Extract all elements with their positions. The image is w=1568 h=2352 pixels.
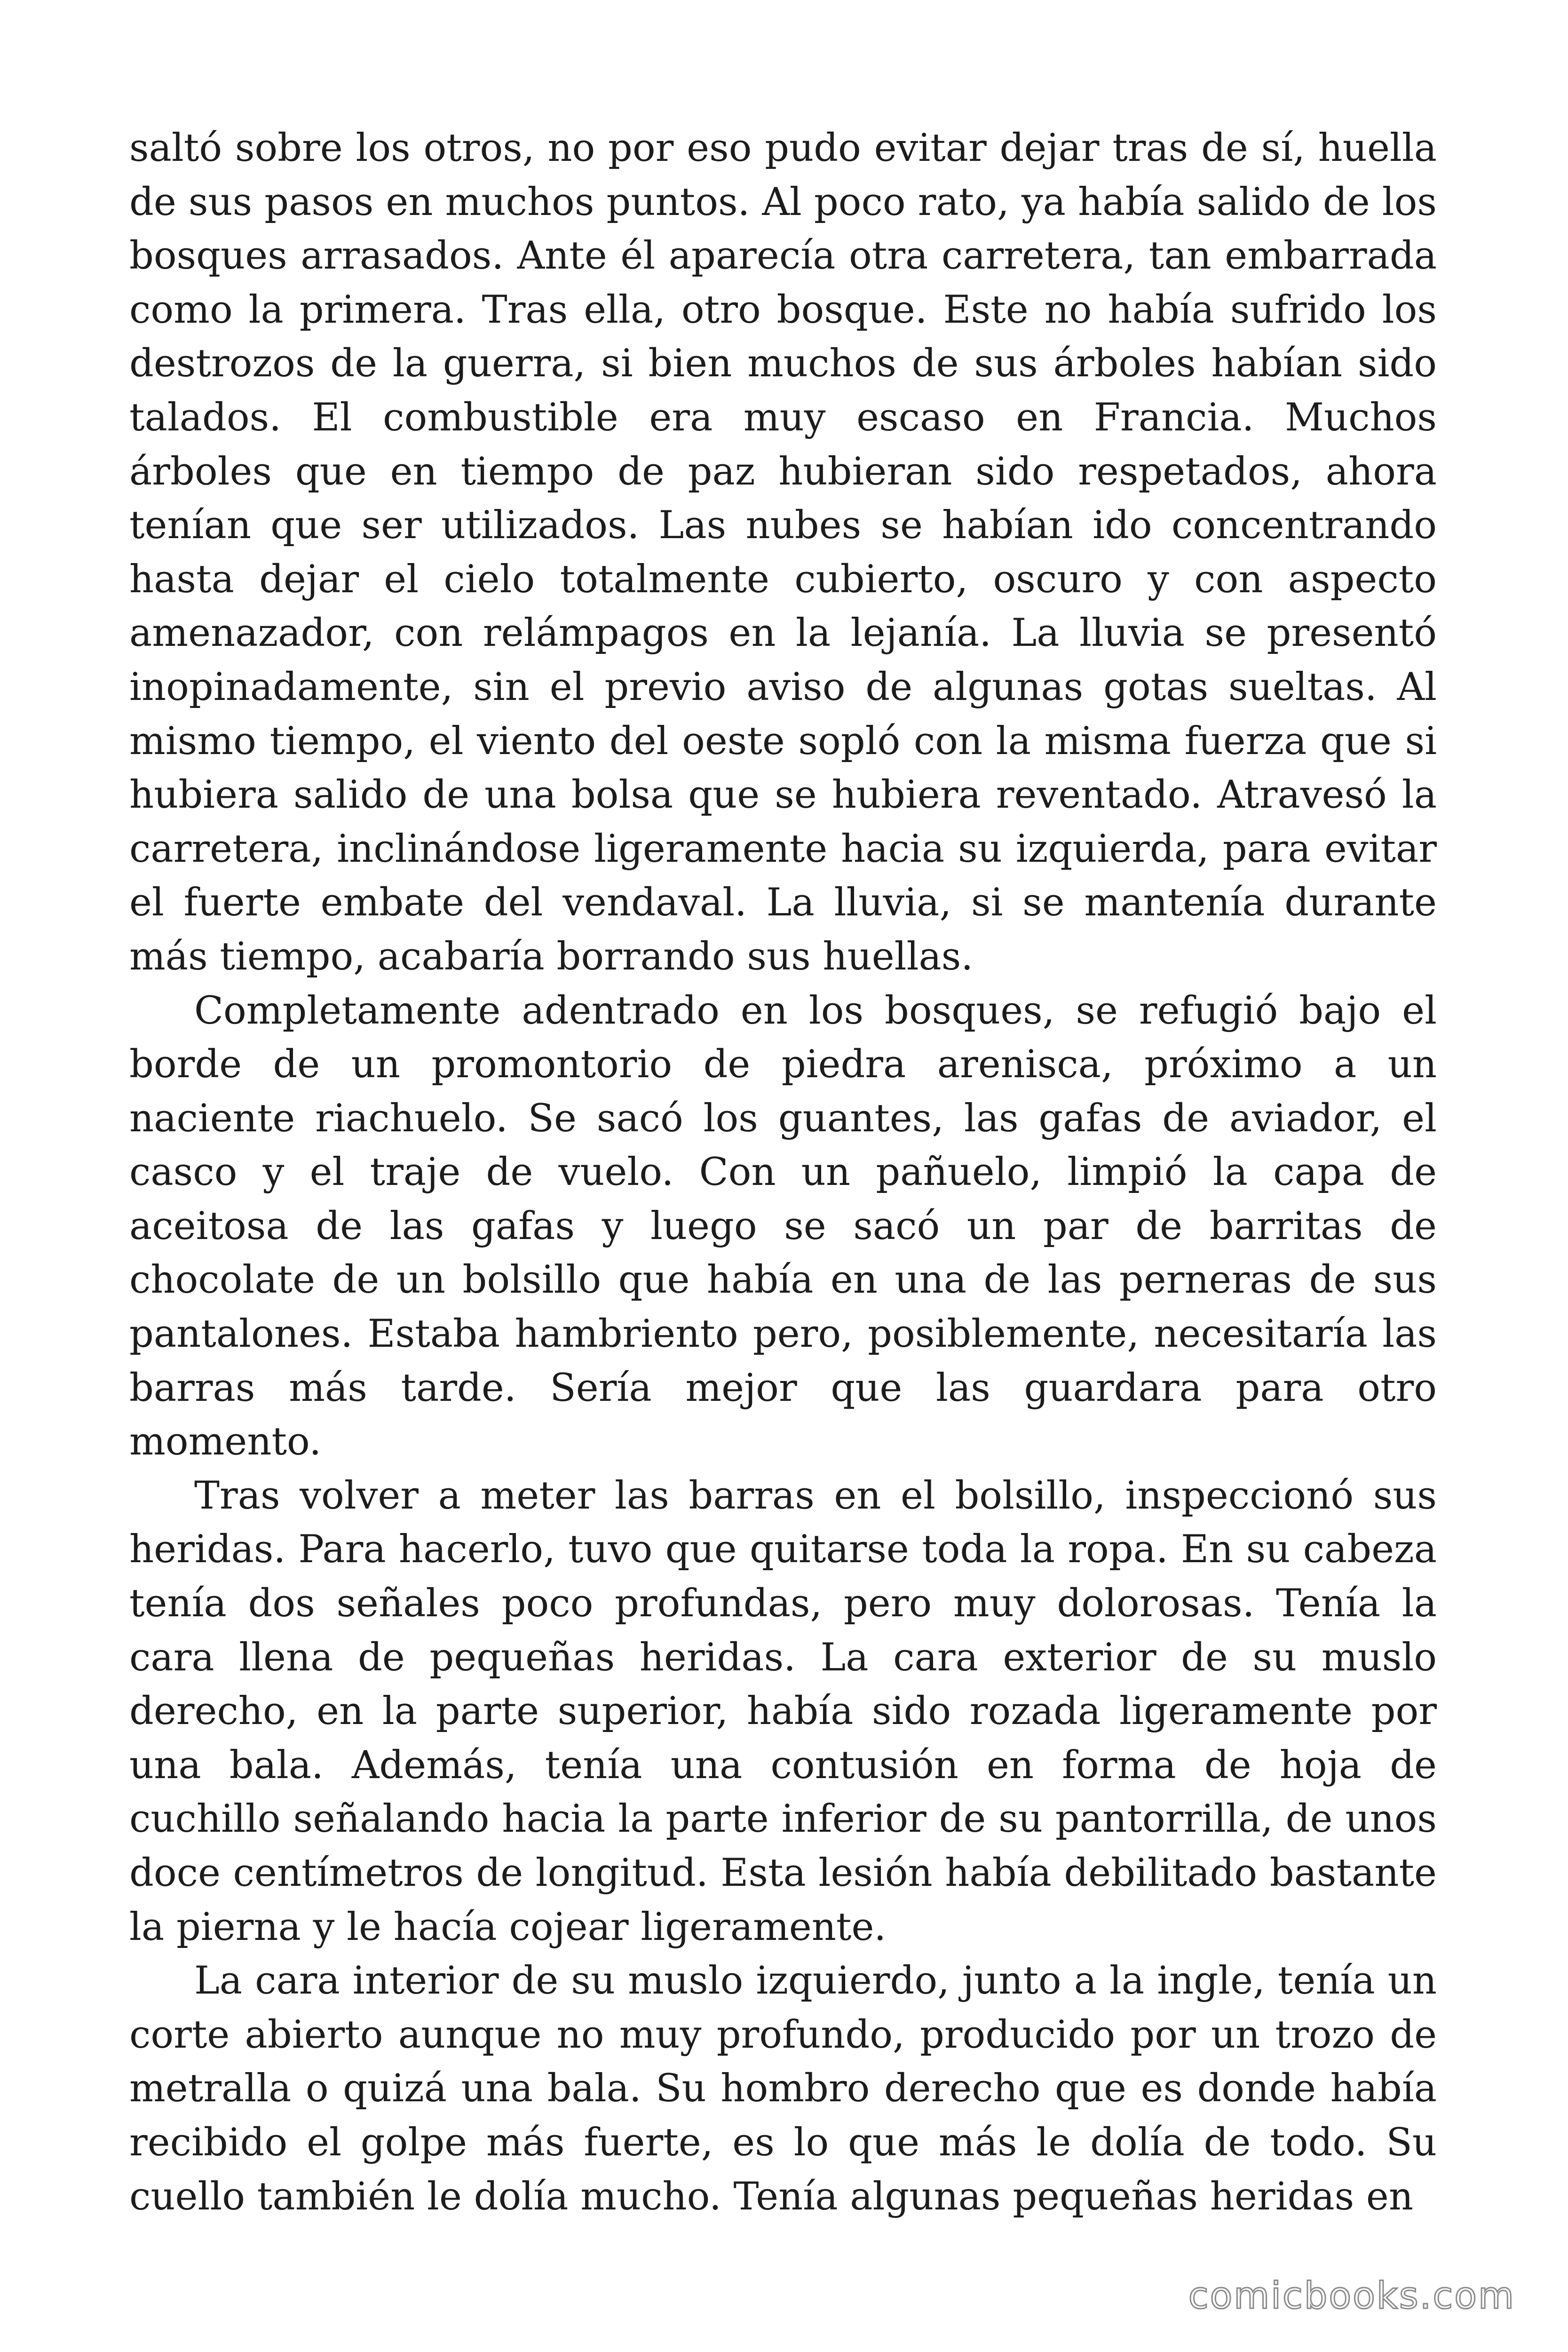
paragraph-1: saltó sobre los otros, no por eso pudo evitar dejar tras de sí, huella de sus pasos en muchos puntos. Al poco rato, ya había salido de los bosques arrasados. Ante él aparecía otra carretera, tan embarrada como la primera. Tras ella, otro bosque. Este no había sufrido los destrozos de la guerra, si bien muchos de sus árboles habían sido talados. El combustible era muy escaso en Francia. Muchos árboles que en tiempo de paz hubieran sido respetados, ahora tenían que ser utilizados. Las nubes se habían ido concentrando hasta dejar el cielo totalmente cubierto, oscuro y con aspecto amenazador, con relámpagos en la lejanía. La lluvia se presentó inopinadamente, sin el previo aviso de algunas gotas sueltas. Al mismo tiempo, el viento del oeste sopló con la misma fuerza que si hubiera salido de una bolsa que se hubiera reventado. Atravesó la carretera, inclinándose ligeramente hacia su izquierda, para evitar el fuerte embate del vendaval. La lluvia, si se mantenía durante más tiempo, acabaría borrando sus huellas. <box>129 126 1437 979</box>
paragraph-4: La cara interior de su muslo izquierdo, junto a la ingle, tenía un corte abierto aunque no muy profundo, producido por un trozo de metralla o quizá una bala. Su hombro derecho que es donde había recibido el golpe más fuerte, es lo que más le dolía de todo. Su cuello también le dolía mucho. Tenía algunas pequeñas heridas en <box>129 1959 1437 2219</box>
paragraph-3: Tras volver a meter las barras en el bolsillo, inspeccionó sus heridas. Para hacerlo, tuvo que quitarse toda la ropa. En su cabeza tenía dos señales poco profundas, pero muy dolorosas. Tenía la cara llena de pequeñas heridas. La cara exterior de su muslo derecho, en la parte superior, había sido rozada ligeramente por una bala. Además, tenía una contusión en forma de hoja de cuchillo señalando hacia la parte inferior de su pantorrilla, de unos doce centímetros de longitud. Esta lesión había debilitado bastante la pierna y le hacía cojear ligeramente. <box>129 1473 1437 1949</box>
watermark-logo: comicbooks.com <box>1188 2275 1515 2317</box>
paragraph-2: Completamente adentrado en los bosques, se refugió bajo el borde de un promontorio de piedra arenisca, próximo a un naciente riachuelo. Se sacó los guantes, las gafas de aviador, el casco y el traje de vuelo. Con un pañuelo, limpió la capa de aceitosa de las gafas y luego se sacó un par de barritas de chocolate de un bolsillo que había en una de las perneras de sus pantalones. Estaba hambriento pero, posiblemente, necesitaría las barras más tarde. Sería mejor que las guardara para otro momento. <box>129 988 1437 1464</box>
body-text <box>129 121 1437 2224</box>
